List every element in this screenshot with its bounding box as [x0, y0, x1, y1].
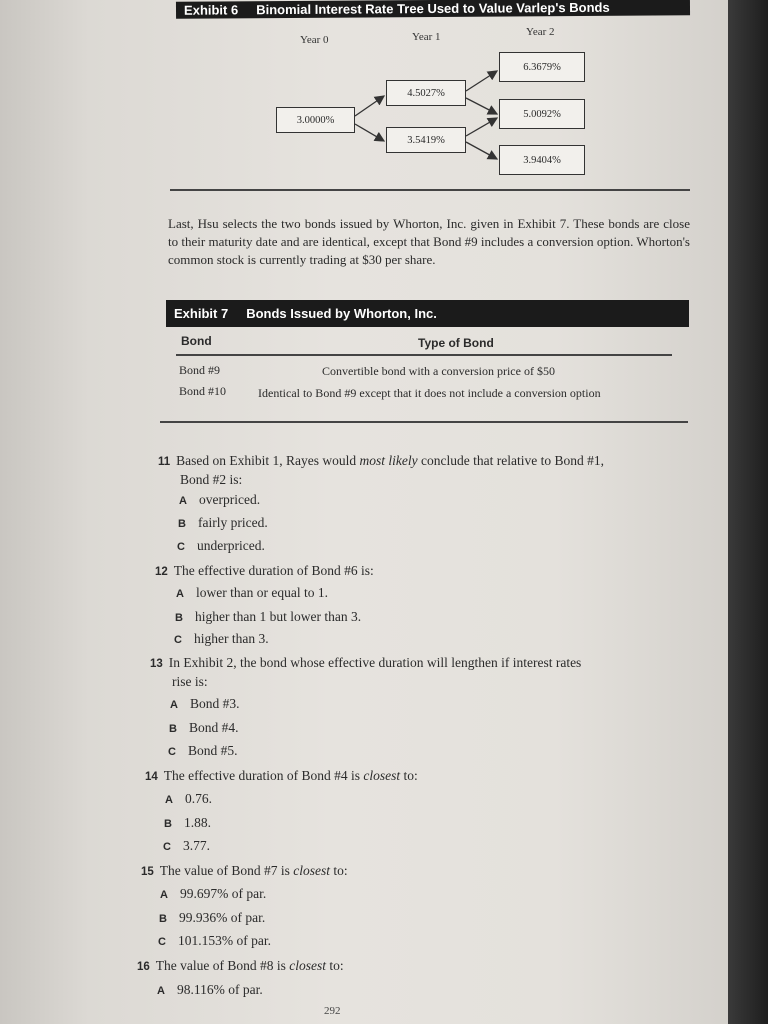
option-14a: [165, 791, 212, 807]
question-number: 12: [155, 566, 168, 578]
question-text-end: to:: [400, 768, 418, 783]
page-edge-shadow: [728, 0, 768, 1024]
node-year2-down: 3.9404%: [499, 145, 585, 175]
question-text-line2: Bond #2 is:: [180, 472, 243, 487]
option-11c: [177, 538, 265, 554]
option-text: higher than 1 but lower than 3.: [195, 609, 362, 624]
option-13c: [168, 743, 238, 759]
question-number: 11: [158, 456, 171, 468]
option-text: 99.936% of par.: [179, 910, 266, 925]
question-text: The effective duration of Bond #6 is:: [173, 563, 374, 578]
option-letter: B: [178, 518, 186, 530]
option-14b: [164, 815, 211, 831]
question-number: 14: [145, 771, 158, 783]
bond10-type: Identical to Bond #9 except that it does not include a conversion option: [258, 386, 601, 400]
option-letter: B: [159, 913, 167, 925]
question-emphasis: closest: [289, 958, 327, 973]
tree-arrows: [0, 0, 740, 200]
exhibit7-header-rule: [176, 354, 672, 356]
option-letter: A: [176, 588, 184, 600]
option-text: 101.153% of par.: [178, 933, 271, 948]
option-text: 3.77.: [183, 838, 210, 853]
option-15c: [158, 933, 271, 949]
question-emphasis: closest: [363, 768, 401, 783]
question-14: [145, 767, 418, 786]
bond9-type: Convertible bond with a conversion price of $50: [322, 364, 555, 378]
option-letter: C: [163, 841, 171, 853]
option-14c: [163, 838, 210, 854]
question-text: The value of Bond #7 is: [159, 863, 294, 878]
year1-label: Year 1: [412, 31, 441, 43]
exhibit6-bottom-rule: [170, 189, 690, 191]
option-letter: B: [175, 612, 183, 624]
option-text: lower than or equal to 1.: [196, 585, 328, 600]
question-number: 13: [150, 658, 163, 670]
question-text: Based on Exhibit 1, Rayes would: [176, 453, 360, 468]
question-text: The effective duration of Bond #4 is: [163, 768, 364, 783]
option-text: higher than 3.: [194, 631, 269, 646]
question-text: In Exhibit 2, the bond whose effective duration will lengthen if interest rates: [168, 655, 582, 670]
option-text: Bond #3.: [190, 696, 240, 711]
exhibit6-title: Binomial Interest Rate Tree Used to Value Varlep's Bonds: [256, 0, 610, 18]
question-16: [137, 957, 344, 976]
exhibit6-label: Exhibit 6: [183, 2, 239, 18]
option-text: Bond #4.: [189, 720, 239, 735]
option-letter: A: [170, 699, 178, 711]
option-13a: [170, 696, 240, 712]
exhibit7-bottom-rule: [160, 421, 688, 423]
option-text: underpriced.: [197, 538, 265, 553]
question-number: 16: [137, 961, 150, 973]
question-number: 15: [141, 866, 154, 878]
option-letter: B: [164, 818, 172, 830]
option-letter: A: [179, 495, 187, 507]
option-letter: C: [168, 746, 176, 758]
col-header-bond: Bond: [181, 334, 212, 348]
exhibit7-title: Bonds Issued by Whorton, Inc.: [246, 306, 437, 321]
node-year2-mid: 5.0092%: [499, 99, 585, 129]
option-text: Bond #5.: [188, 743, 238, 758]
year0-label: Year 0: [300, 34, 329, 46]
option-letter: A: [165, 794, 173, 806]
col-header-type: Type of Bond: [418, 336, 494, 350]
year2-label: Year 2: [526, 26, 555, 38]
option-15b: [159, 910, 265, 926]
option-16a: [157, 982, 263, 998]
question-text-end: conclude that relative to Bond #1,: [417, 453, 604, 468]
question-text: The value of Bond #8 is: [155, 958, 290, 973]
question-12: [155, 562, 374, 581]
option-text: 99.697% of par.: [180, 886, 267, 901]
option-12c: [174, 631, 269, 647]
option-text: fairly priced.: [198, 515, 268, 530]
option-12b: [175, 609, 361, 625]
exhibit7-label: Exhibit 7: [174, 306, 229, 321]
question-15: [141, 862, 348, 881]
option-12a: [176, 585, 328, 601]
question-emphasis: closest: [293, 863, 331, 878]
option-13b: [169, 720, 239, 736]
option-11b: [178, 515, 268, 531]
node-year1-up: 4.5027%: [386, 80, 466, 106]
bond10-name: Bond #10: [179, 384, 227, 398]
option-11a: [179, 492, 260, 508]
option-letter: A: [157, 985, 165, 997]
question-text-end: to:: [330, 863, 348, 878]
option-15a: [160, 886, 266, 902]
option-letter: B: [169, 723, 177, 735]
option-letter: C: [174, 634, 182, 646]
option-text: 1.88.: [184, 815, 211, 830]
intro-paragraph: Last, Hsu selects the two bonds issued by Whorton, Inc. given in Exhibit 7. These bonds are close to their maturity date and are identical, except that Bond #9 includes a conversion option. Whorton's common stock is currently trading at $30 per share.: [168, 216, 690, 267]
page-number: 292: [324, 1005, 341, 1017]
question-13: [150, 654, 581, 691]
option-letter: C: [158, 936, 166, 948]
option-letter: C: [177, 541, 185, 553]
exhibit7-header: [166, 300, 689, 327]
option-text: 98.116% of par.: [177, 982, 263, 997]
question-text-end: to:: [326, 958, 344, 973]
node-year1-down: 3.5419%: [386, 127, 466, 153]
node-year2-up: 6.3679%: [499, 52, 585, 82]
option-text: 0.76.: [185, 791, 212, 806]
option-letter: A: [160, 889, 168, 901]
node-year0: 3.0000%: [276, 107, 355, 133]
question-text-line2: rise is:: [172, 674, 208, 689]
question-emphasis: most likely: [359, 453, 418, 468]
bond9-name: Bond #9: [179, 363, 221, 377]
option-text: overpriced.: [199, 492, 261, 507]
question-11: [158, 452, 604, 489]
